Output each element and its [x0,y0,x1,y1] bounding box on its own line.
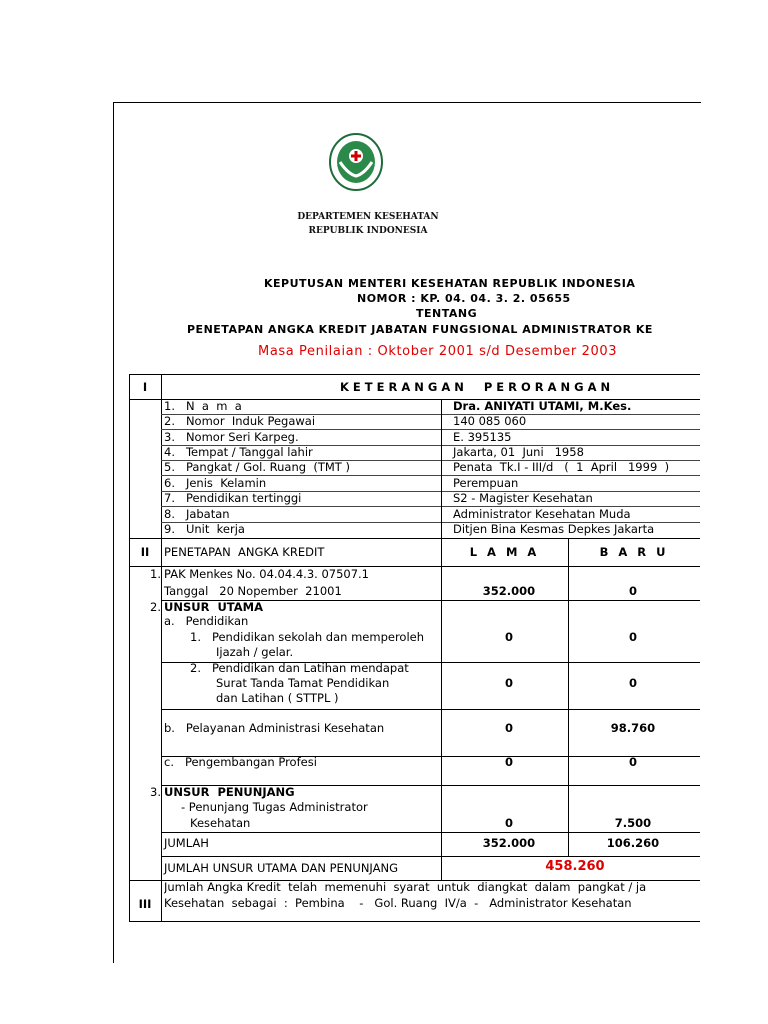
personal-value-birth: Jakarta, 01 Juni 1958 [453,445,584,459]
item-2b-label: b. Pelayanan Administrasi Kesehatan [164,721,385,735]
personal-label-birth: 4. Tempat / Tanggal lahir [164,445,313,459]
item-1-line-2: Tanggal 20 Nopember 21001 [164,584,342,598]
item-2c-baru: 0 [628,755,637,769]
item-2b-lama: 0 [504,721,513,735]
section-1-title: K E T E R A N G A N P E R O R A N G A N [340,380,611,394]
section-2-number: II [140,545,150,559]
column-lama: L A M A [469,545,540,559]
item-2a1-line-2: Ijazah / gelar. [216,645,294,659]
department-name: DEPARTEMEN KESEHATAN [297,212,439,222]
personal-value-rank: Penata Tk.I - III/d ( 1 April 1999 ) [453,460,670,474]
item-3-line-1: - Penunjang Tugas Administrator [181,800,368,814]
personal-label-rank: 5. Pangkat / Gol. Ruang (TMT ) [164,460,350,474]
personal-value-karpeg: E. 395135 [453,430,512,444]
personal-label-nip: 2. Nomor Induk Pegawai [164,414,316,428]
bakti-husada-logo [328,132,384,192]
item-2-title: UNSUR UTAMA [164,600,263,614]
item-3-title: UNSUR PENUNJANG [164,785,295,799]
item-3-line-2: Kesehatan [190,816,251,830]
item-2a1-baru: 0 [628,630,637,644]
item-3-baru: 7.500 [614,816,652,830]
item-2a2-line-3: dan Latihan ( STTPL ) [216,691,339,705]
personal-value-nip: 140 085 060 [453,414,527,428]
item-2c-label: c. Pengembangan Profesi [164,755,317,769]
item-2a2-baru: 0 [628,676,637,690]
department-country: REPUBLIK INDONESIA [308,226,428,236]
personal-label-karpeg: 3. Nomor Seri Karpeg. [164,430,299,444]
item-2a2-lama: 0 [504,676,513,690]
item-2a2-line-1: 2. Pendidikan dan Latihan mendapat [190,661,409,675]
total-value: 458.260 [545,859,605,874]
item-2-number: 2. [150,600,161,614]
section-1-number: I [142,380,148,394]
item-2a-label: a. Pendidikan [164,614,249,628]
item-3-number: 3. [150,785,161,799]
decree-about: TENTANG [416,307,478,320]
personal-value-name: Dra. ANIYATI UTAMI, M.Kes. [453,399,632,413]
personal-value-gender: Perempuan [453,476,519,490]
personal-value-unit: Ditjen Bina Kesmas Depkes Jakarta [453,522,655,536]
personal-label-unit: 9. Unit kerja [164,522,245,536]
item-2a1-lama: 0 [504,630,513,644]
personal-value-position: Administrator Kesehatan Muda [453,507,631,521]
decree-subject: PENETAPAN ANGKA KREDIT JABATAN FUNGSIONAL ADMINISTRATOR KE [187,323,653,336]
personal-label-education: 7. Pendidikan tertinggi [164,491,302,505]
item-3-lama: 0 [504,816,513,830]
item-2a2-line-2: Surat Tanda Tamat Pendidikan [216,676,390,690]
jumlah-lama: 352.000 [482,836,536,850]
assessment-period: Masa Penilaian : Oktober 2001 s/d Desember 2003 [258,344,618,359]
column-baru: B A R U [599,545,669,559]
jumlah-baru: 106.260 [606,836,660,850]
decree-title: KEPUTUSAN MENTERI KESEHATAN REPUBLIK INDONESIA [264,277,636,290]
total-label: JUMLAH UNSUR UTAMA DAN PENUNJANG [164,861,398,875]
item-1-baru: 0 [628,584,637,598]
personal-label-gender: 6. Jenis Kelamin [164,476,267,490]
item-2a1-line-1: 1. Pendidikan sekolah dan memperoleh [190,630,425,644]
section-3-line-2: Kesehatan sebagai : Pembina - Gol. Ruang IV/a - Administrator Kesehatan [164,896,632,910]
personal-value-education: S2 - Magister Kesehatan [453,491,593,505]
personal-label-position: 8. Jabatan [164,507,230,521]
decree-number: NOMOR : KP. 04. 04. 3. 2. 05655 [357,292,571,305]
item-2c-lama: 0 [504,755,513,769]
item-1-line-1: PAK Menkes No. 04.04.4.3. 07507.1 [164,567,370,581]
jumlah-label: JUMLAH [164,836,209,850]
item-1-number: 1. [150,567,161,581]
section-3-line-1: Jumlah Angka Kredit telah memenuhi syarat untuk diangkat dalam pangkat / ja [164,880,647,894]
item-2b-baru: 98.760 [610,721,656,735]
item-1-lama: 352.000 [482,584,536,598]
personal-label-name: 1. N a m a [164,399,242,413]
section-2-title: PENETAPAN ANGKA KREDIT [164,545,325,559]
section-3-number: III [138,897,152,911]
